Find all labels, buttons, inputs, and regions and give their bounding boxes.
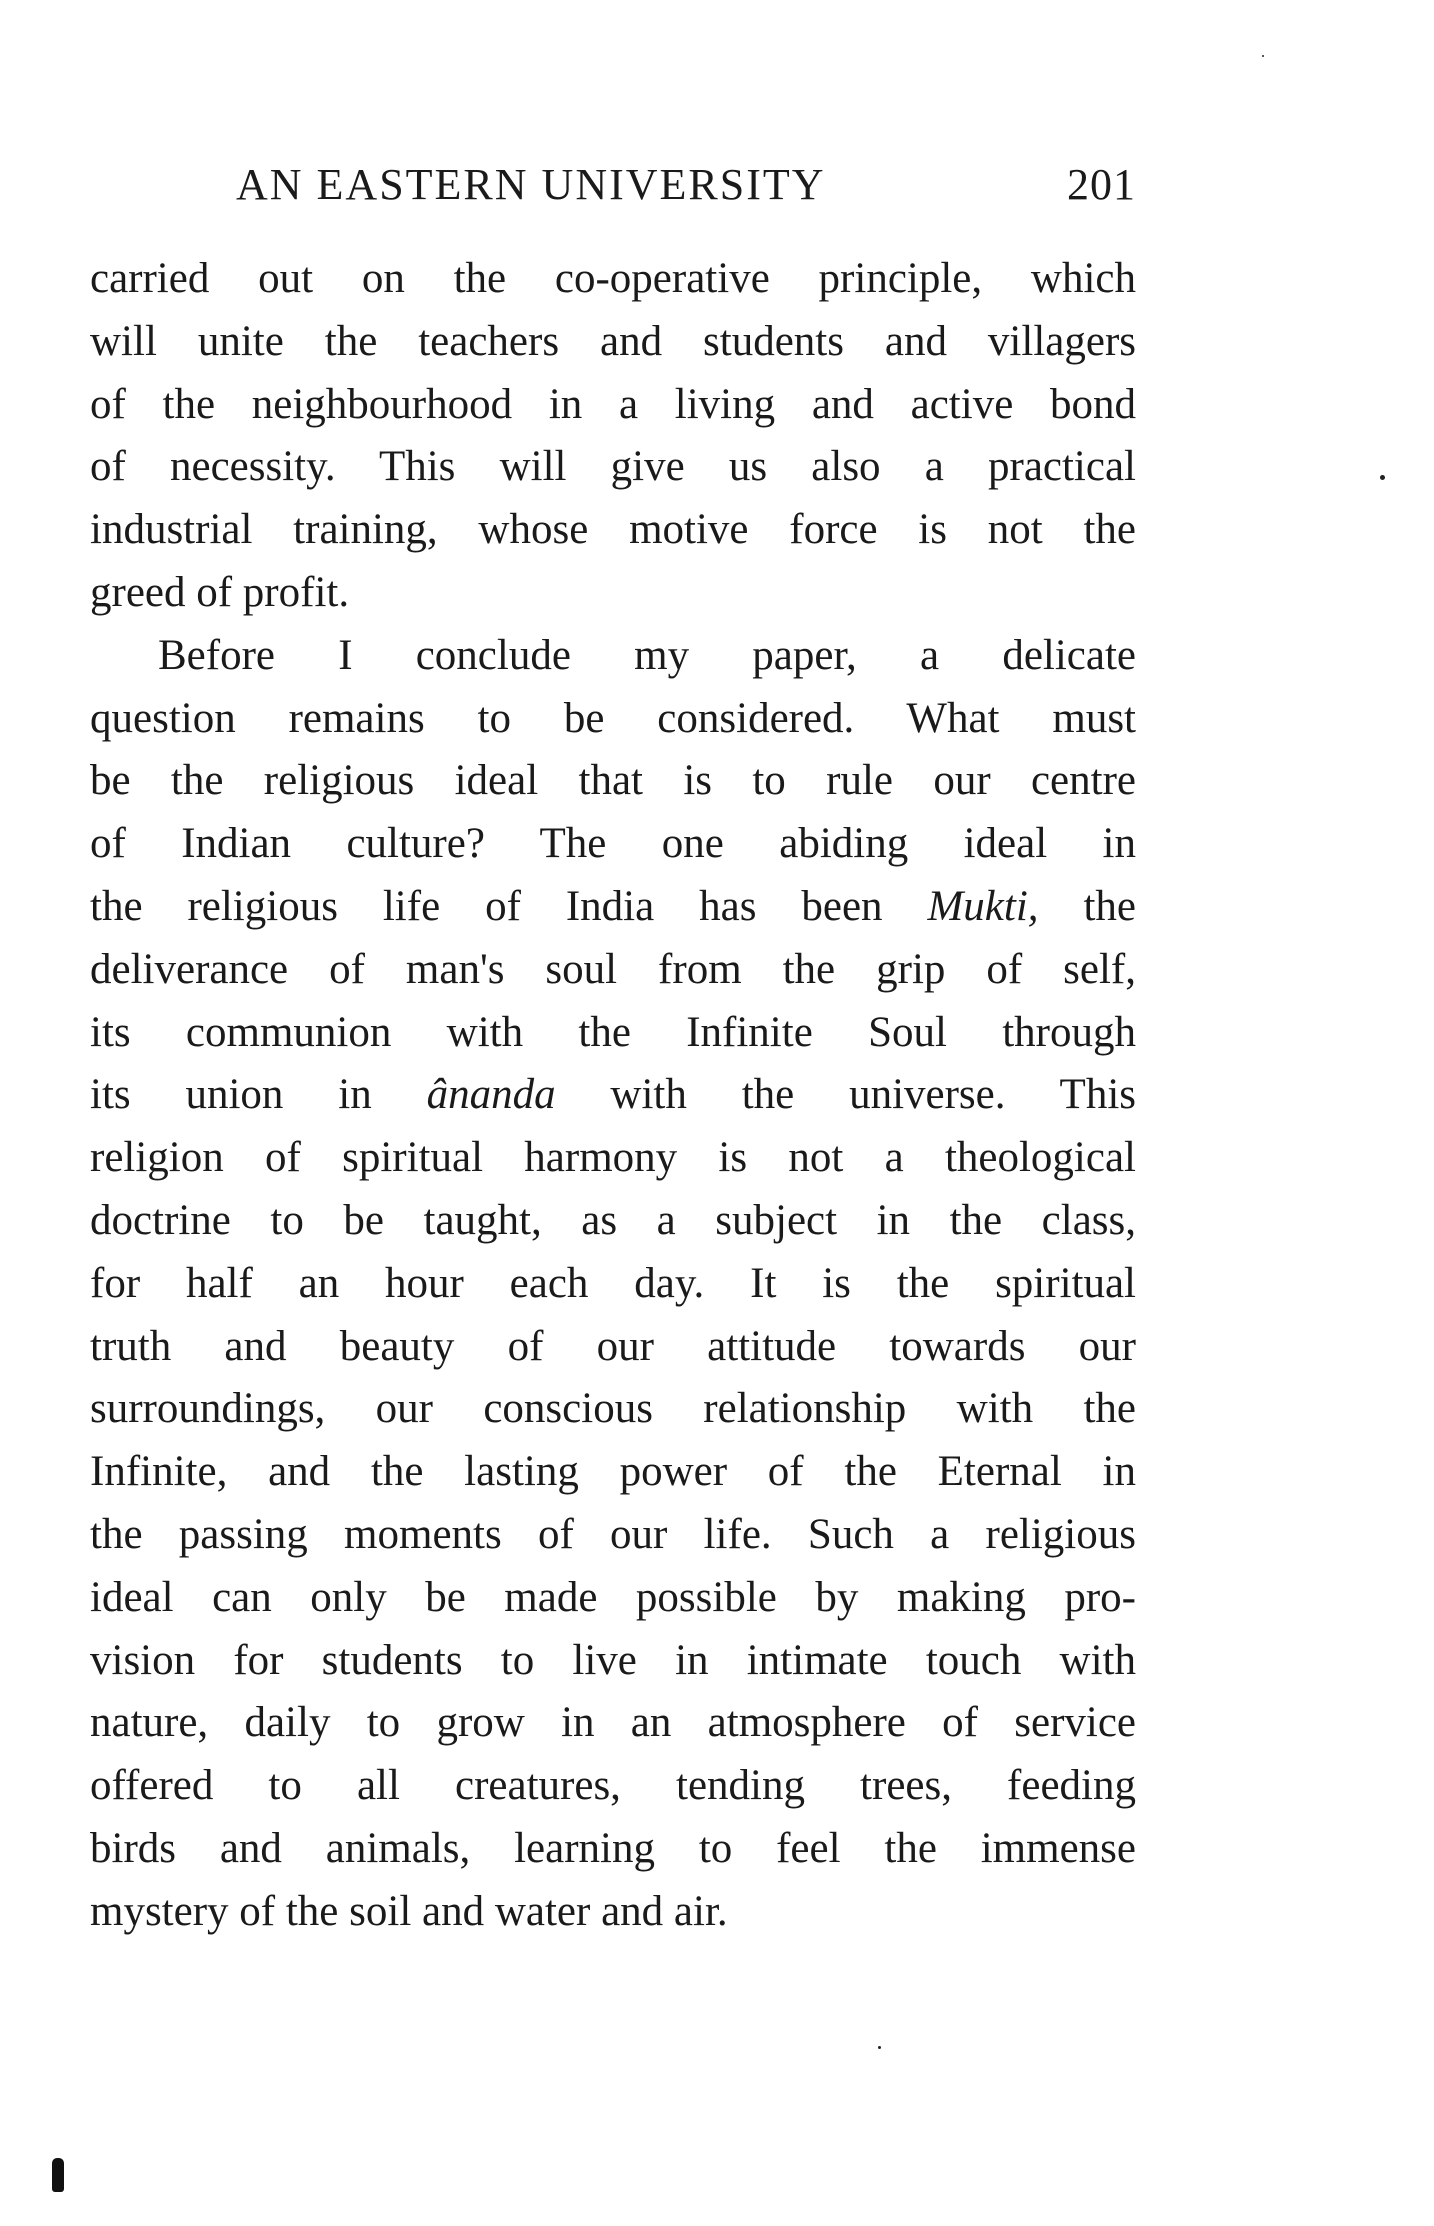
text-line: be the religious ideal that is to rule our centre: [90, 757, 1136, 805]
running-header: [236, 160, 1136, 210]
text-line: surroundings, our conscious relationship with the: [90, 1385, 1136, 1433]
italic-term-mukti: Mukti,: [927, 882, 1039, 930]
text-line: its communion with the Infinite Soul through: [90, 1008, 1136, 1056]
text-line: of necessity. This will give us also a practical: [90, 443, 1136, 491]
text-line: [90, 876, 1136, 939]
text-line: Infinite, and the lasting power of the Eternal in: [90, 1448, 1136, 1496]
text-line: birds and animals, learning to feel the immense: [90, 1824, 1136, 1872]
ink-blot: [52, 2158, 64, 2192]
text-line: [90, 1064, 1136, 1127]
text-line: ideal can only be made possible by making pro-: [90, 1573, 1136, 1621]
running-title: AN EASTERN UNIVERSITY: [236, 160, 826, 209]
text-line: nature, daily to grow in an atmosphere of service: [90, 1699, 1136, 1747]
page-number: 201: [1067, 160, 1136, 209]
line-segment: the: [1083, 882, 1137, 930]
text-line: doctrine to be taught, as a subject in the class,: [90, 1196, 1136, 1244]
body-text: [90, 248, 1136, 1944]
line-segment: with the universe. This: [610, 1071, 1137, 1119]
text-line: vision for students to live in intimate touch with: [90, 1636, 1136, 1684]
text-line: for half an hour each day. It is the spiritual: [90, 1259, 1136, 1307]
text-line: truth and beauty of our attitude towards our: [90, 1322, 1136, 1370]
text-line: the passing moments of our life. Such a religious: [90, 1510, 1136, 1558]
line-segment: its union in: [90, 1071, 372, 1119]
text-line: religion of spiritual harmony is not a theological: [90, 1134, 1136, 1182]
text-line: offered to all creatures, tending trees, feeding: [90, 1762, 1136, 1810]
ink-speck: [1262, 55, 1264, 57]
ink-speck: [878, 2046, 881, 2049]
text-line: industrial training, whose motive force is not the: [90, 506, 1136, 554]
text-line: mystery of the soil and water and air.: [90, 1887, 728, 1935]
text-line: will unite the teachers and students and villagers: [90, 317, 1136, 365]
text-line: question remains to be considered. What must: [90, 694, 1136, 742]
text-line: greed of profit.: [90, 568, 350, 616]
paragraph-first-line: Before I conclude my paper, a delicate: [158, 631, 1136, 679]
text-line: of the neighbourhood in a living and active bond: [90, 380, 1136, 428]
text-line: carried out on the co-operative principle, which: [90, 255, 1136, 302]
line-segment: the religious life of India has been: [90, 882, 883, 930]
text-line: of Indian culture? The one abiding ideal in: [90, 820, 1136, 868]
ink-speck: [1380, 475, 1385, 480]
text-line: deliverance of man's soul from the grip of self,: [90, 945, 1136, 993]
italic-term-ananda: ânanda: [426, 1071, 556, 1119]
